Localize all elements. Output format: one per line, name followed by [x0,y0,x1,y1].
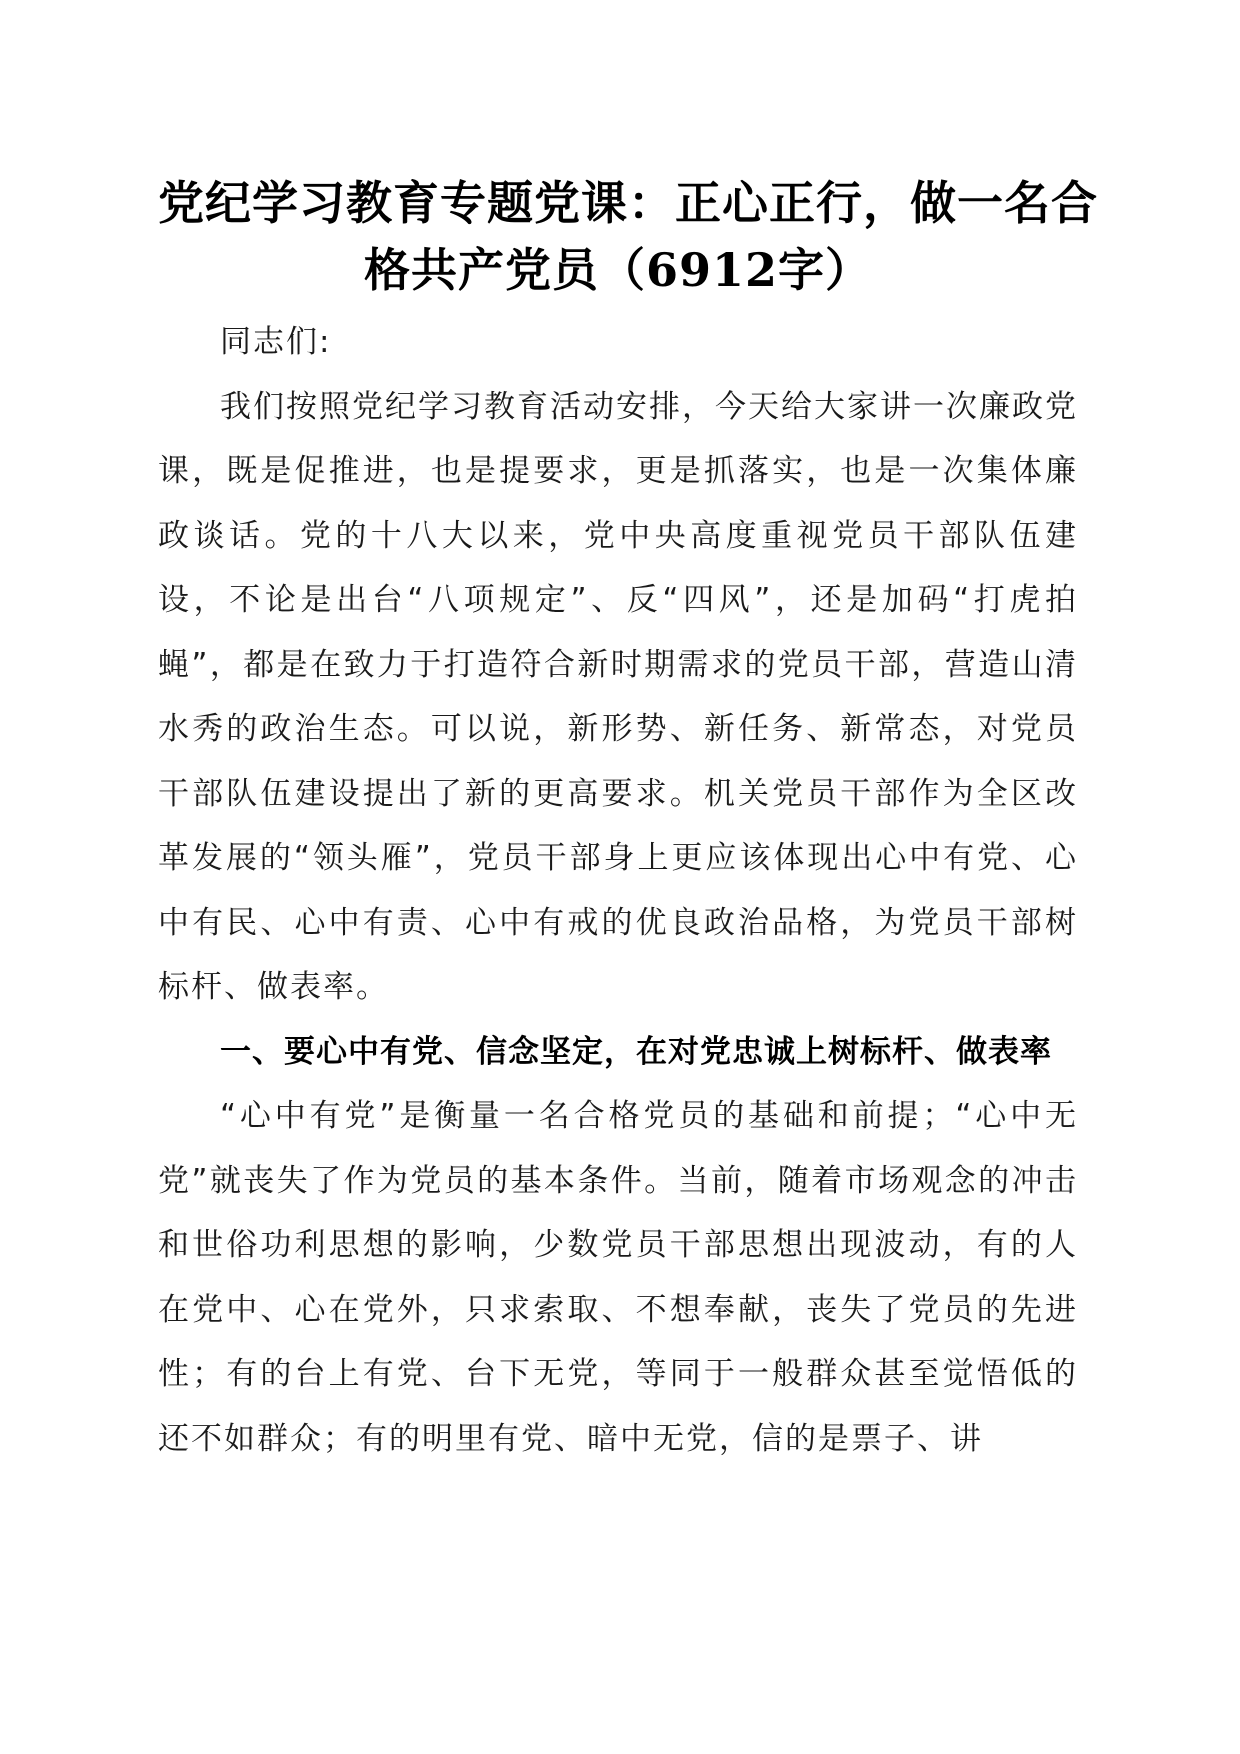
document-content [158,170,1098,1457]
section-1-heading: 一、要心中有党、信念坚定，在对党忠诚上树标杆、做表率 [220,1033,1052,1070]
document-title-line-1: 党纪学习教育专题党课：正心正行，做一名合 [158,176,1098,230]
section-1-paragraph: “心中有党”是衡量一名合格党员的基础和前提；“心中无党”就丧失了作为党员的基本条件。当前，随着市场观念的冲击和世俗功利思想的影响，少数党员干部思想出现波动，有的人在党中、心在党外，只求索取、不想奉献，丧失了党员的先进性；有的台上有党、台下无党，等同于一般群众甚至觉悟低的还不如群众；有的明里有党、暗中无党，信的是票子、讲 [158,1098,1078,1457]
intro-paragraph: 我们按照党纪学习教育活动安排，今天给大家讲一次廉政党课，既是促推进，也是提要求，更是抓落实，也是一次集体廉政谈话。党的十八大以来，党中央高度重视党员干部队伍建设，不论是出台“八项规定”、反“四风”，还是加码“打虎拍蝇”，都是在致力于打造符合新时期需求的党员干部，营造山清水秀的政治生态。可以说，新形势、新任务、新常态，对党员干部队伍建设提出了新的更高要求。机关党员干部作为全区改革发展的“领头雁”，党员干部身上更应该体现出心中有党、心中有民、心中有责、心中有戒的优良政治品格，为党员干部树标杆、做表率。 [158,388,1078,1005]
document-body [158,310,1078,1457]
document-title [158,170,1098,304]
salutation: 同志们: [220,324,332,360]
document-title-line-2: 格共产党员（6912字） [363,243,873,297]
